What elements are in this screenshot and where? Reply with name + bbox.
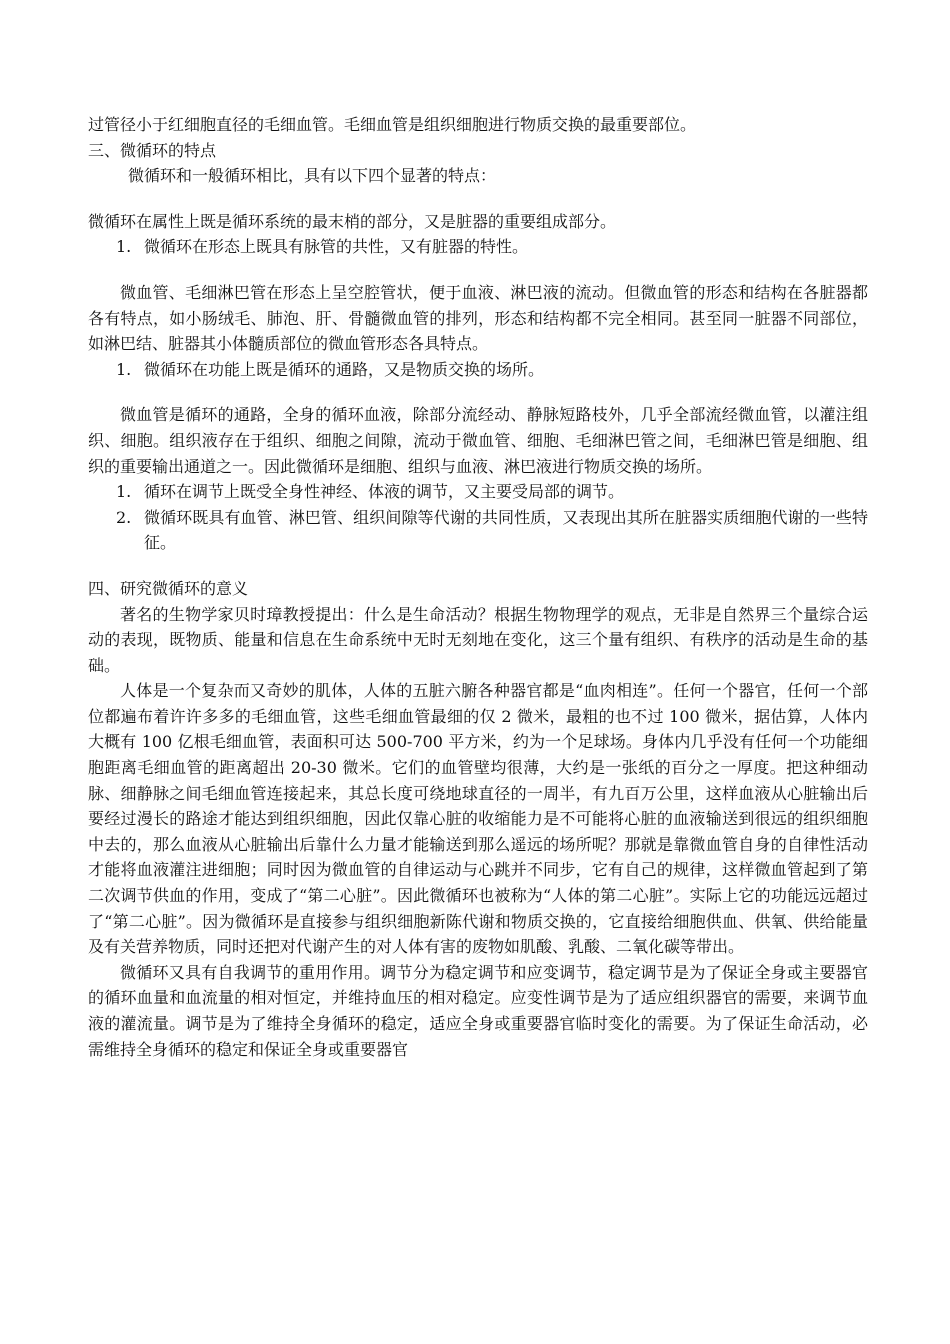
list-item-number: 2. (116, 507, 132, 527)
self-regulation-paragraph: 微循环又具有自我调节的重用作用。调节分为稳定调节和应变调节，稳定调节是为了保证全身或主要器官的循环血量和血流量的相对恒定，并维持血压的相对稳定。应变性调节是为了适应组织器官的需要，来调节血液的灌流量。调节是为了维持全身循环的稳定，适应全身或重要器官临时变化的需要。为了保证生命活动，必需维持全身循环的稳定和保证全身或重要器官 (88, 962, 868, 1059)
section-3-heading: 三、微循环的特点 (88, 140, 217, 160)
morphology-list (88, 234, 868, 260)
list-item-text: 微循环在功能上既是循环的通路，又是物质交换的场所。 (144, 359, 545, 379)
intro-paragraph: 过管径小于红细胞直径的毛细血管。毛细血管是组织细胞进行物质交换的最重要部位。 (88, 115, 697, 134)
list-item-number: 1. (116, 359, 132, 379)
function-list (88, 357, 868, 383)
list-item (88, 479, 868, 505)
list-item-text: 微循环在形态上既具有脉管的共性，又有脏器的特性。 (144, 237, 529, 257)
list-item-number: 1. (116, 237, 132, 257)
list-item (88, 505, 868, 556)
section-4-heading: 四、研究微循环的意义 (88, 578, 249, 598)
attribute-paragraph: 微循环在属性上既是循环系统的最末梢的部分，又是脏器的重要组成部分。 (88, 211, 617, 231)
list-item (88, 234, 868, 260)
list-item-text: 微循环既具有血管、淋巴管、组织间隙等代谢的共同性质，又表现出其所在脏器实质细胞代谢的一些特征。 (144, 507, 868, 553)
list-item (88, 357, 868, 383)
document-page (88, 112, 868, 1062)
comparison-paragraph: 微循环和一般循环相比，具有以下四个显著的特点： (128, 166, 497, 186)
list-item-text: 循环在调节上既受全身性神经、体液的调节，又主要受局部的调节。 (144, 482, 625, 502)
regulation-list (88, 479, 868, 556)
function-paragraph: 微血管是循环的通路，全身的循环血液，除部分流经动、静脉短路枝外，几乎全部流经微血管，以灌注组织、细胞。组织液存在于组织、细胞之间隙，流动于微血管、细胞、毛细淋巴管之间，毛细淋巴管是细胞、组织的重要输出通道之一。因此微循环是细胞、组织与血液、淋巴液进行物质交换的场所。 (88, 405, 868, 476)
human-body-paragraph: 人体是一个复杂而又奇妙的肌体，人体的五脏六腑各种器官都是“血肉相连”。任何一个器官，任何一个部位都遍布着许许多多的毛细血管，这些毛细血管最细的仅 2 微米，最粗的也不过 100 微米，据估算，人体内大概有 100 亿根毛细血管，表面积可达 500-700 平方米，约为一个足球场。身体内几乎没有任何一个功能细胞距离毛细血管的距离超出 20-30 微米。它们的血管壁均很薄，大约是一张纸的百分之一厚度。把这种细动脉、细静脉之间毛细血管连接起来，其总长度可绕地球直径的一周半，有九百万公里，这样血液从心脏输出后要经过漫长的路途才能达到组织细胞，因此仅靠心脏的收缩能力是不可能将心脏的血液输送到很远的组织细胞中去的，那么血液从心脏输出后靠什么力量才能输送到那么遥远的场所呢？那就是靠微血管自身的自律性活动才能将血液灌注进细胞；同时因为微血管的自律运动与心跳并不同步，它有自己的规律，这样微血管起到了第二次调节供血的作用，变成了“第二心脏”。因此微循环也被称为“人体的第二心脏”。实际上它的功能远远超过了“第二心脏”。因为微循环是直接参与组织细胞新陈代谢和物质交换的，它直接给细胞供血、供氧、供给能量及有关营养物质，同时还把对代谢产生的对人体有害的废物如肌酸、乳酸、二氧化碳等带出。 (88, 681, 868, 957)
morphology-paragraph: 微血管、毛细淋巴管在形态上呈空腔管状，便于血液、淋巴液的流动。但微血管的形态和结构在各脏器都各有特点，如小肠绒毛、肺泡、肝、骨髓微血管的排列，形态和结构都不完全相同。甚至同一脏器不同部位，如淋巴结、脏器其小体髓质部位的微血管形态各具特点。 (88, 282, 868, 354)
life-activity-paragraph: 著名的生物学家贝时璋教授提出：什么是生命活动？根据生物物理学的观点，无非是自然界三个量综合运动的表现，既物质、能量和信息在生命系统中无时无刻地在变化，这三个量有组织、有秩序的活动是生命的基础。 (88, 604, 868, 675)
list-item-number: 1. (116, 482, 132, 502)
